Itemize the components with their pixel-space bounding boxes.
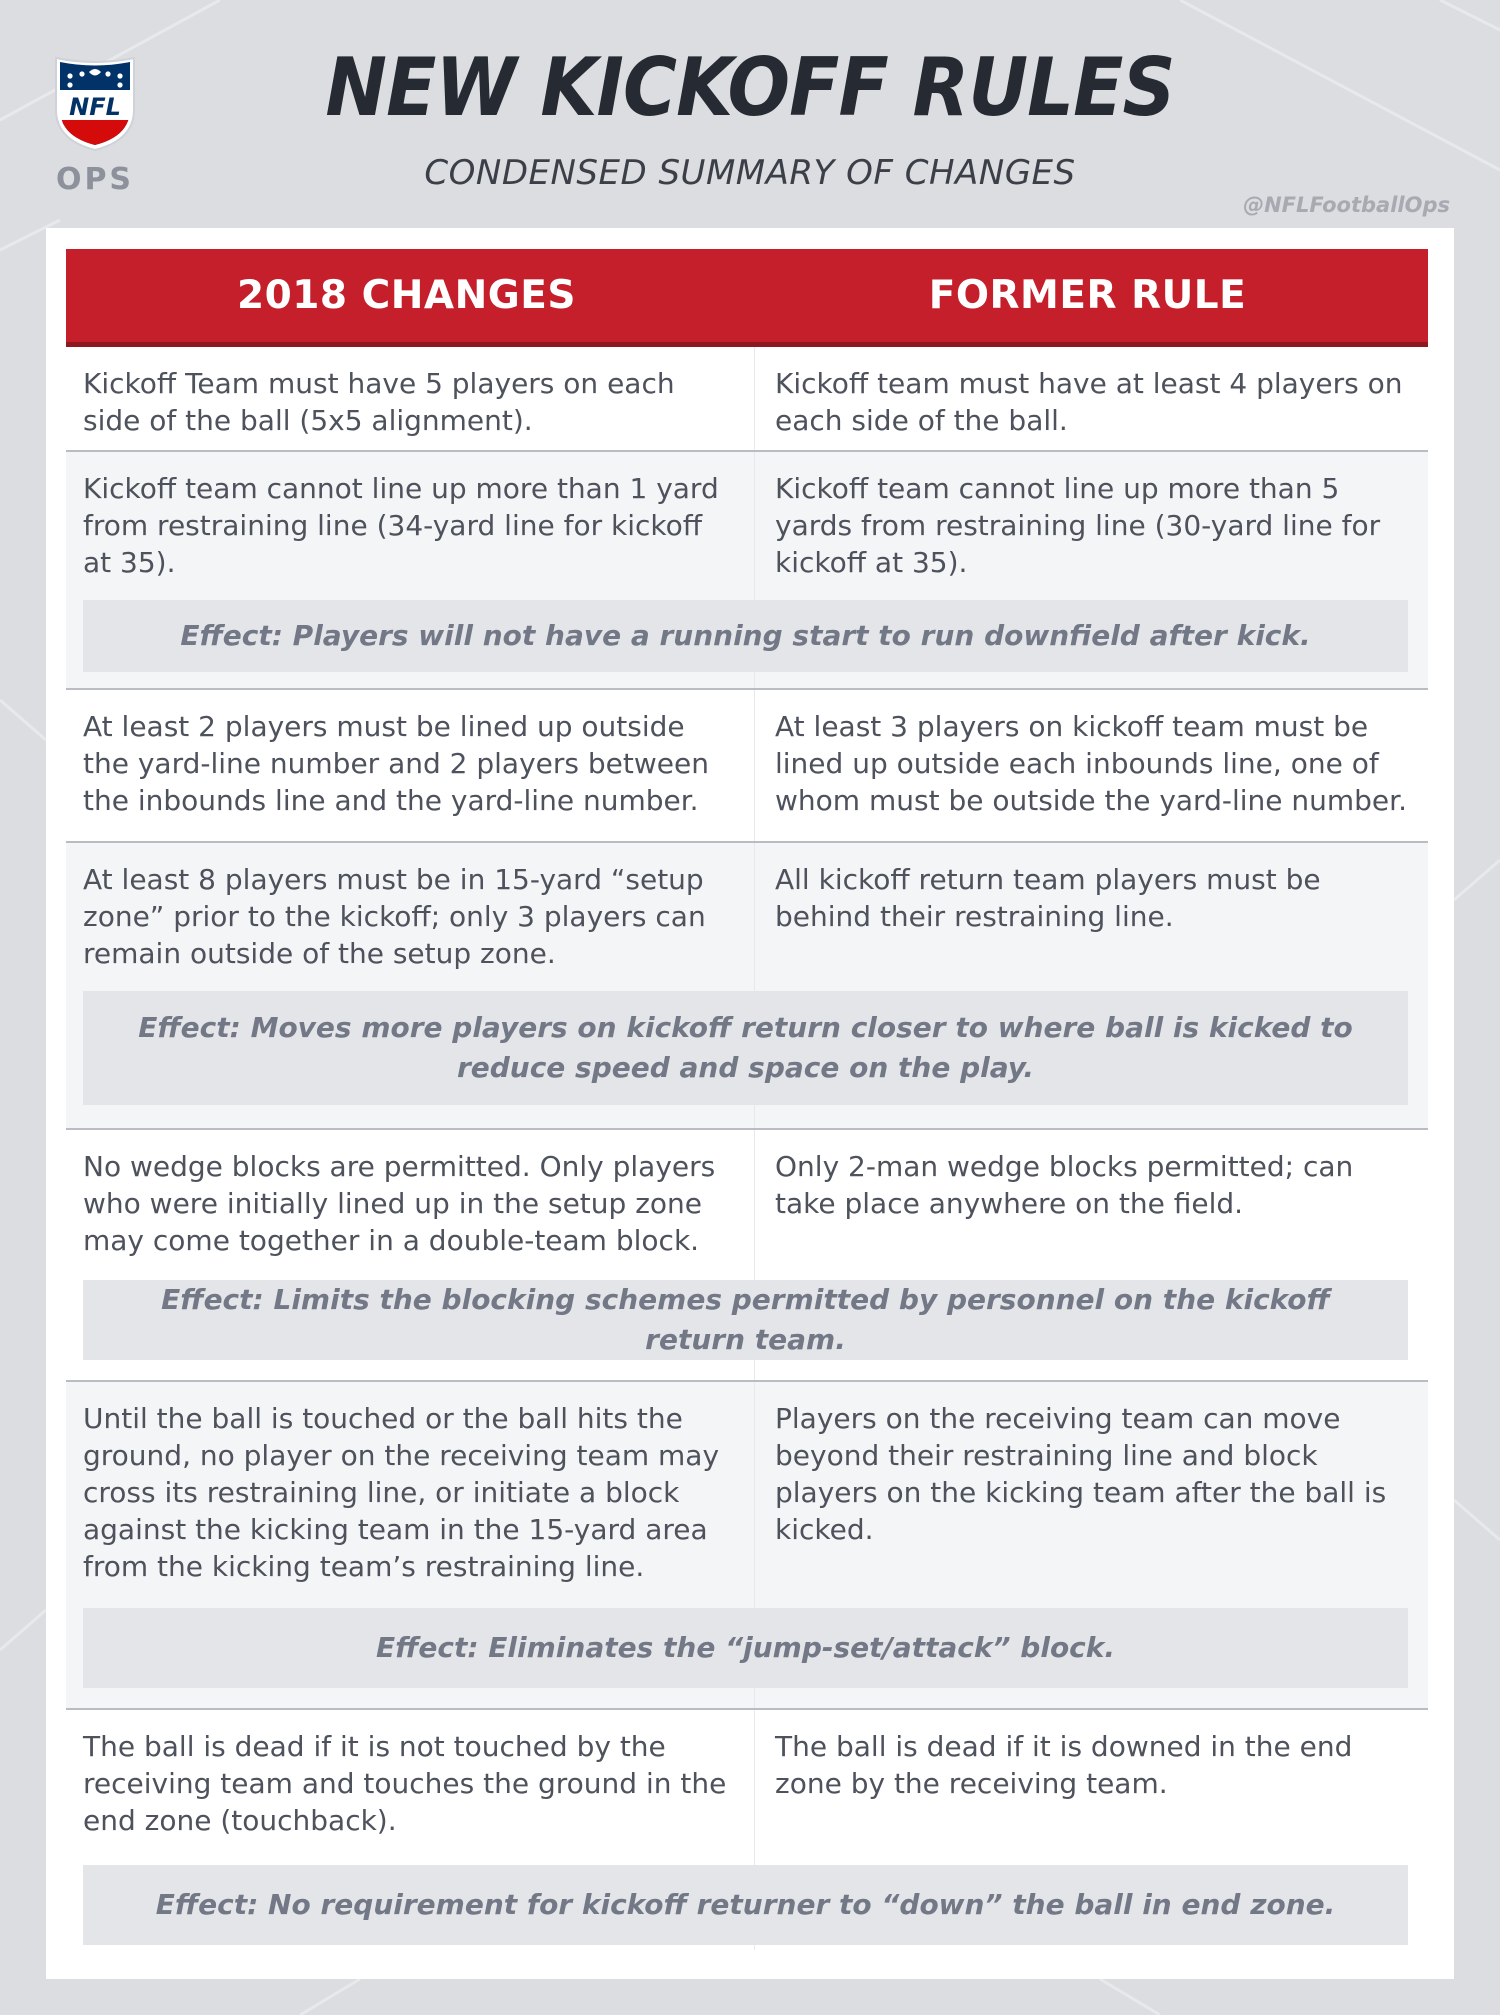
change-cell: Kickoff Team must have 5 players on each side of the ball (5x5 alignment).: [83, 367, 675, 437]
nfl-ops-logo: [52, 52, 138, 197]
social-handle: @NFLFootballOps: [1243, 193, 1450, 217]
table-header: [66, 249, 1428, 347]
change-cell: At least 2 players must be lined up outside the yard-line number and 2 players between the inbounds line and the yard-line number.: [83, 710, 709, 817]
change-cell: No wedge blocks are permitted. Only players who were initially lined up in the setup zone may come together in a double-team block.: [83, 1150, 716, 1257]
logo-ops-text: OPS: [55, 162, 135, 197]
former-rule-cell: At least 3 players on kickoff team must be lined up outside each inbounds line, one of whom must be outside the yard-line number.: [754, 690, 1428, 841]
former-rule-cell: Kickoff team must have at least 4 players on each side of the ball.: [754, 347, 1428, 450]
former-rule-cell: Kickoff team cannot line up more than 5 yards from restraining line (30-yard line for kickoff at 35).: [754, 452, 1428, 688]
change-cell: The ball is dead if it is not touched by the receiving team and touches the ground in the end zone (touchback).: [83, 1730, 727, 1837]
effect-banner: Effect: Moves more players on kickoff return closer to where ball is kicked to reduce speed and space on the play.: [83, 991, 1408, 1105]
former-rule-cell: All kickoff return team players must be behind their restraining line.: [754, 843, 1428, 1128]
column-header-2018-changes: 2018 CHANGES: [237, 273, 576, 318]
effect-banner: Effect: No requirement for kickoff returner to “down” the ball in end zone.: [83, 1865, 1408, 1945]
rules-card: [46, 228, 1454, 1979]
svg-text:NFL: NFL: [69, 93, 121, 121]
table-row: [66, 347, 1428, 450]
page-title: NEW KICKOFF RULES: [325, 41, 1175, 134]
change-cell: Until the ball is touched or the ball hits the ground, no player on the receiving team may cross its restraining line, or initiate a block against the kicking team in the 15-yard area from the kicking team’s restraining line.: [83, 1402, 720, 1583]
effect-banner: Effect: Limits the blocking schemes permitted by personnel on the kickoff return team.: [83, 1280, 1408, 1360]
effect-banner: Effect: Eliminates the “jump-set/attack” block.: [83, 1608, 1408, 1688]
page-subtitle: CONDENSED SUMMARY OF CHANGES: [424, 153, 1076, 193]
nfl-shield-icon: [52, 52, 138, 152]
change-cell: At least 8 players must be in 15-yard “setup zone” prior to the kickoff; only 3 players can remain outside of the setup zone.: [83, 863, 706, 970]
column-header-former-rule: FORMER RULE: [928, 273, 1247, 318]
table-row: [66, 690, 1428, 841]
change-cell: Kickoff team cannot line up more than 1 yard from restraining line (34-yard line for kickoff at 35).: [83, 472, 719, 579]
former-rule-cell: Only 2-man wedge blocks permitted; can take place anywhere on the field.: [754, 1130, 1428, 1380]
former-rule-cell: The ball is dead if it is downed in the end zone by the receiving team.: [754, 1710, 1428, 1950]
former-rule-cell: Players on the receiving team can move beyond their restraining line and block players on the kicking team after the ball is kicked.: [754, 1382, 1428, 1708]
effect-banner: Effect: Players will not have a running start to run downfield after kick.: [83, 600, 1408, 672]
